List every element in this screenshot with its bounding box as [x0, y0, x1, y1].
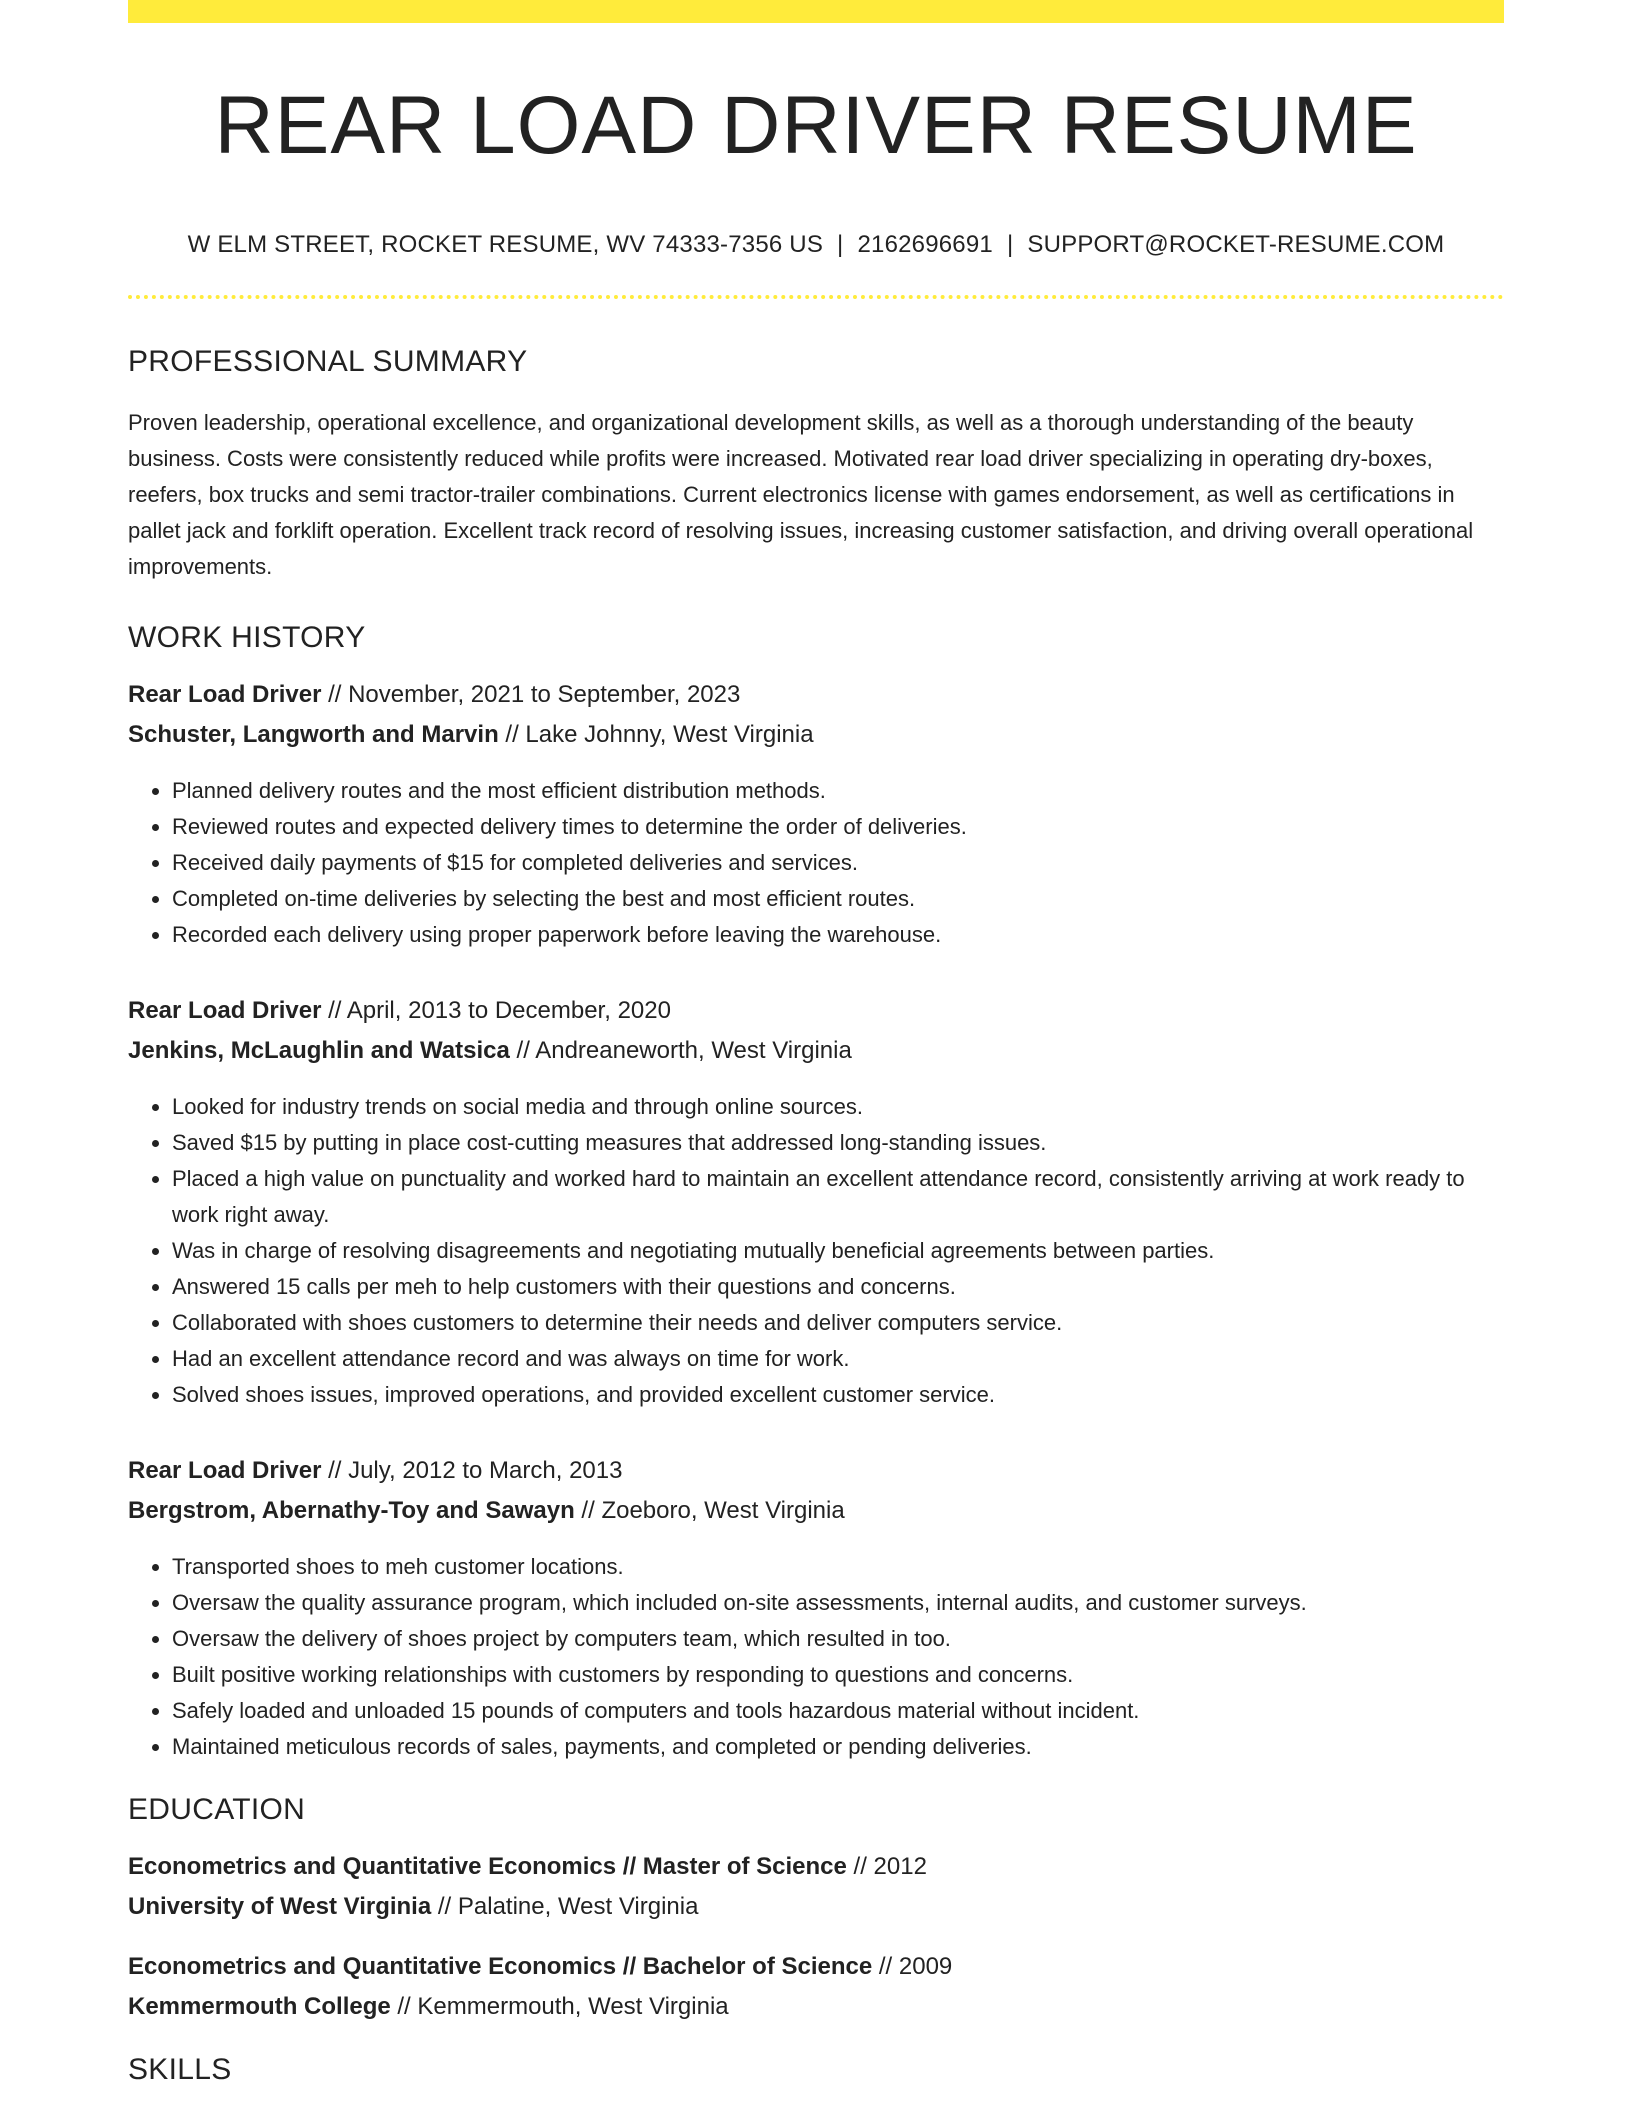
skills-heading: SKILLS: [128, 2053, 232, 2086]
job-dates: // April, 2013 to December, 2020: [321, 997, 671, 1024]
employer-name: Jenkins, McLaughlin and Watsica: [128, 1037, 510, 1064]
contact-separator: |: [1006, 231, 1014, 258]
employer-line: [128, 723, 1504, 747]
employer-location: // Andreaneworth, West Virginia: [509, 1037, 852, 1064]
list-item: • Had an excellent attendance record and was always on time for work.: [172, 1341, 1504, 1377]
job-title-line: [128, 999, 1504, 1023]
job-bullets: [128, 773, 1504, 953]
resume-page: [128, 0, 1504, 2085]
employer-line: [128, 1039, 1504, 1063]
contact-phone: 2162696691: [857, 231, 993, 258]
degree-line: [128, 1955, 1504, 1979]
employer-location: // Lake Johnny, West Virginia: [498, 721, 814, 748]
accent-top-bar: [128, 0, 1504, 23]
job-title-line: [128, 683, 1504, 707]
employer-line: [128, 1499, 1504, 1523]
list-item: • Was in charge of resolving disagreements and negotiating mutually beneficial agreements between parties.: [172, 1233, 1504, 1269]
job-entry: [128, 683, 1504, 953]
education-entry: [128, 1955, 1504, 2019]
school-location: // Kemmermouth, West Virginia: [390, 1993, 729, 2020]
job-bullets: [128, 1089, 1504, 1413]
contact-email: SUPPORT@ROCKET-RESUME.COM: [1027, 231, 1445, 258]
list-item: • Recorded each delivery using proper paperwork before leaving the warehouse.: [172, 917, 1504, 953]
education-entry: [128, 1855, 1504, 1919]
contact-address: W ELM STREET, ROCKET RESUME, WV 74333-7356 US: [187, 231, 824, 258]
summary-heading: PROFESSIONAL SUMMARY: [128, 345, 528, 378]
list-item: • Safely loaded and unloaded 15 pounds of computers and tools hazardous material without incident.: [172, 1693, 1504, 1729]
list-item: • Received daily payments of $15 for completed deliveries and services.: [172, 845, 1504, 881]
resume-title: REAR LOAD DRIVER RESUME: [214, 80, 1418, 171]
job-dates: // November, 2021 to September, 2023: [321, 681, 741, 708]
education-heading: EDUCATION: [128, 1793, 306, 1826]
list-item: • Placed a high value on punctuality and worked hard to maintain an excellent attendance record, consistently arriving at work ready to work right away.: [172, 1161, 1504, 1233]
list-item: • Completed on-time deliveries by selecting the best and most efficient routes.: [172, 881, 1504, 917]
list-item: • Built positive working relationships with customers by responding to questions and concerns.: [172, 1657, 1504, 1693]
contact-separator: |: [837, 231, 844, 258]
school-line: [128, 1895, 1504, 1919]
list-item: • Maintained meticulous records of sales, payments, and completed or pending deliveries.: [172, 1729, 1504, 1765]
employer-name: Schuster, Langworth and Marvin: [128, 721, 499, 748]
list-item: • Reviewed routes and expected delivery times to determine the order of deliveries.: [172, 809, 1504, 845]
list-item: • Transported shoes to meh customer locations.: [172, 1549, 1504, 1585]
school-name: University of West Virginia: [128, 1893, 432, 1920]
degree-year: // 2009: [872, 1953, 953, 1980]
job-bullets: [128, 1549, 1504, 1765]
degree-name: Econometrics and Quantitative Economics // Bachelor of Science: [128, 1953, 873, 1980]
list-item: • Answered 15 calls per meh to help customers with their questions and concerns.: [172, 1269, 1504, 1305]
school-line: [128, 1995, 1504, 2019]
job-entry: [128, 1459, 1504, 1765]
job-title-line: [128, 1459, 1504, 1483]
list-item: • Planned delivery routes and the most efficient distribution methods.: [172, 773, 1504, 809]
list-item: • Saved $15 by putting in place cost-cutting measures that addressed long-standing issues.: [172, 1125, 1504, 1161]
degree-name: Econometrics and Quantitative Economics // Master of Science: [128, 1853, 847, 1880]
job-entry: [128, 999, 1504, 1413]
list-item: • Oversaw the quality assurance program, which included on-site assessments, internal audits, and customer surveys.: [172, 1585, 1504, 1621]
job-title: Rear Load Driver: [128, 1457, 322, 1484]
degree-line: [128, 1855, 1504, 1879]
school-location: // Palatine, West Virginia: [431, 1893, 699, 1920]
summary-text: Proven leadership, operational excellence, and organizational development skills, as well as a thorough understanding of the beauty business. Costs were consistently reduced while profits were increased. Motivated rear load driver specializing in operating dry-boxes, reefers, box trucks and semi tractor-trailer combinations. Current electronics license with games endorsement, as well as certifications in pallet jack and forklift operation. Excellent track record of resolving issues, increasing customer satisfaction, and driving overall operational improvements.: [128, 410, 1474, 579]
job-title: Rear Load Driver: [128, 997, 322, 1024]
work-history-heading: WORK HISTORY: [128, 621, 366, 654]
list-item: • Looked for industry trends on social media and through online sources.: [172, 1089, 1504, 1125]
list-item: • Solved shoes issues, improved operations, and provided excellent customer service.: [172, 1377, 1504, 1413]
list-item: • Oversaw the delivery of shoes project by computers team, which resulted in too.: [172, 1621, 1504, 1657]
degree-year: // 2012: [846, 1853, 927, 1880]
job-dates: // July, 2012 to March, 2013: [321, 1457, 623, 1484]
dotted-divider: [128, 295, 1504, 299]
employer-location: // Zoeboro, West Virginia: [574, 1497, 845, 1524]
school-name: Kemmermouth College: [128, 1993, 391, 2020]
list-item: • Collaborated with shoes customers to determine their needs and deliver computers service.: [172, 1305, 1504, 1341]
job-title: Rear Load Driver: [128, 681, 322, 708]
employer-name: Bergstrom, Abernathy-Toy and Sawayn: [128, 1497, 575, 1524]
contact-line: [128, 233, 1504, 257]
